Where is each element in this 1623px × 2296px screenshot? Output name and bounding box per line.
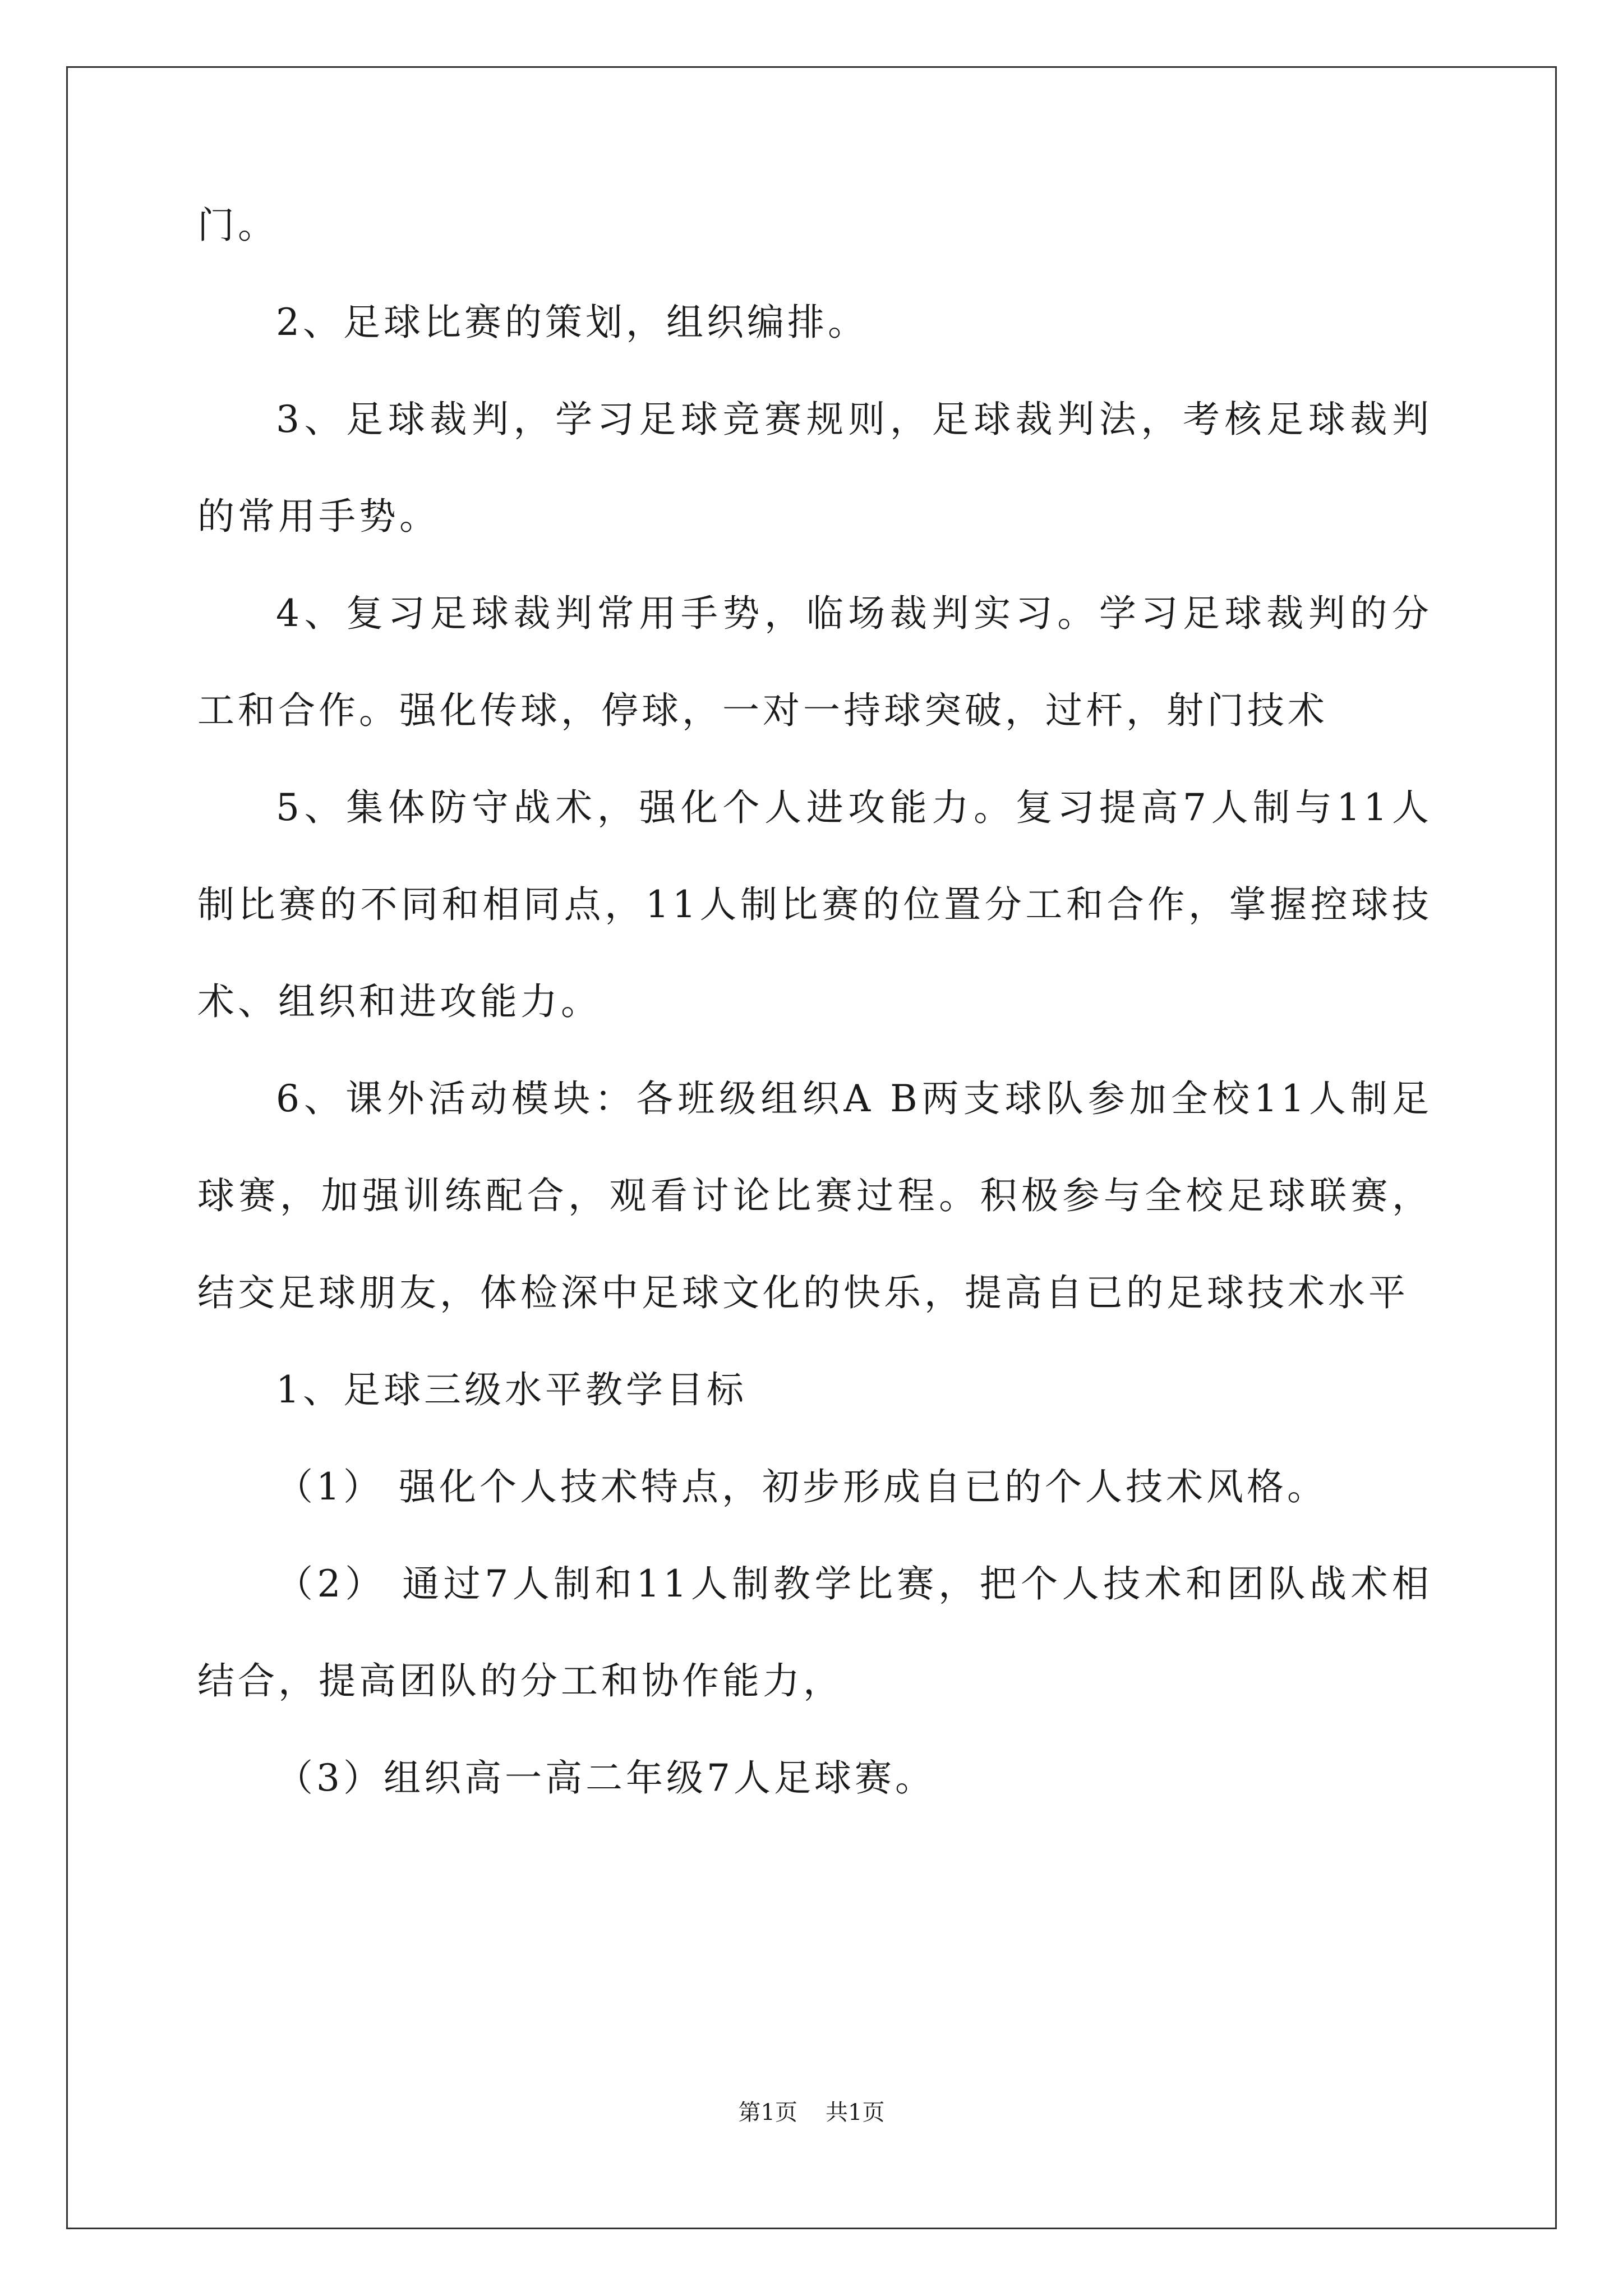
page-footer (0, 2095, 1623, 2127)
paragraph-1: 门。 (197, 204, 278, 247)
paragraph-8: （1） 强化个人技术特点，初步形成自已的个人技术风格。 (276, 1465, 1327, 1508)
paragraph-10: （3）组织高一高二年级7人足球赛。 (276, 1756, 935, 1800)
paragraph-3: 3、足球裁判，学习足球竞赛规则，足球裁判法，考核足球裁判的常用手势。 (197, 398, 1432, 538)
paragraph-7: 1、足球三级水平教学目标 (276, 1368, 747, 1411)
document-body (197, 177, 1432, 1826)
paragraph-2: 2、足球比赛的策划，组织编排。 (276, 301, 868, 344)
paragraph-9: （2） 通过7人制和11人制教学比赛，把个人技术和团队战术相结合，提高团队的分工和协作能力， (197, 1562, 1432, 1703)
page-number: 第1页 (738, 2100, 797, 2125)
paragraph-5: 5、集体防守战术，强化个人进攻能力。复习提高7人制与11人制比赛的不同和相同点，11人制比赛的位置分工和合作，掌握控球技术、组织和进攻能力。 (197, 786, 1432, 1023)
paragraph-4: 4、复习足球裁判常用手势，临场裁判实习。学习足球裁判的分工和合作。强化传球，停球，一对一持球突破，过杆，射门技术 (197, 592, 1432, 732)
page-total: 共1页 (826, 2100, 885, 2125)
paragraph-6: 6、课外活动模块：各班级组织A B两支球队参加全校11人制足球赛，加强训练配合，观看讨论比赛过程。积极参与全校足球联赛，结交足球朋友，体检深中足球文化的快乐，提高自已的足球技术水平 (197, 1077, 1432, 1314)
